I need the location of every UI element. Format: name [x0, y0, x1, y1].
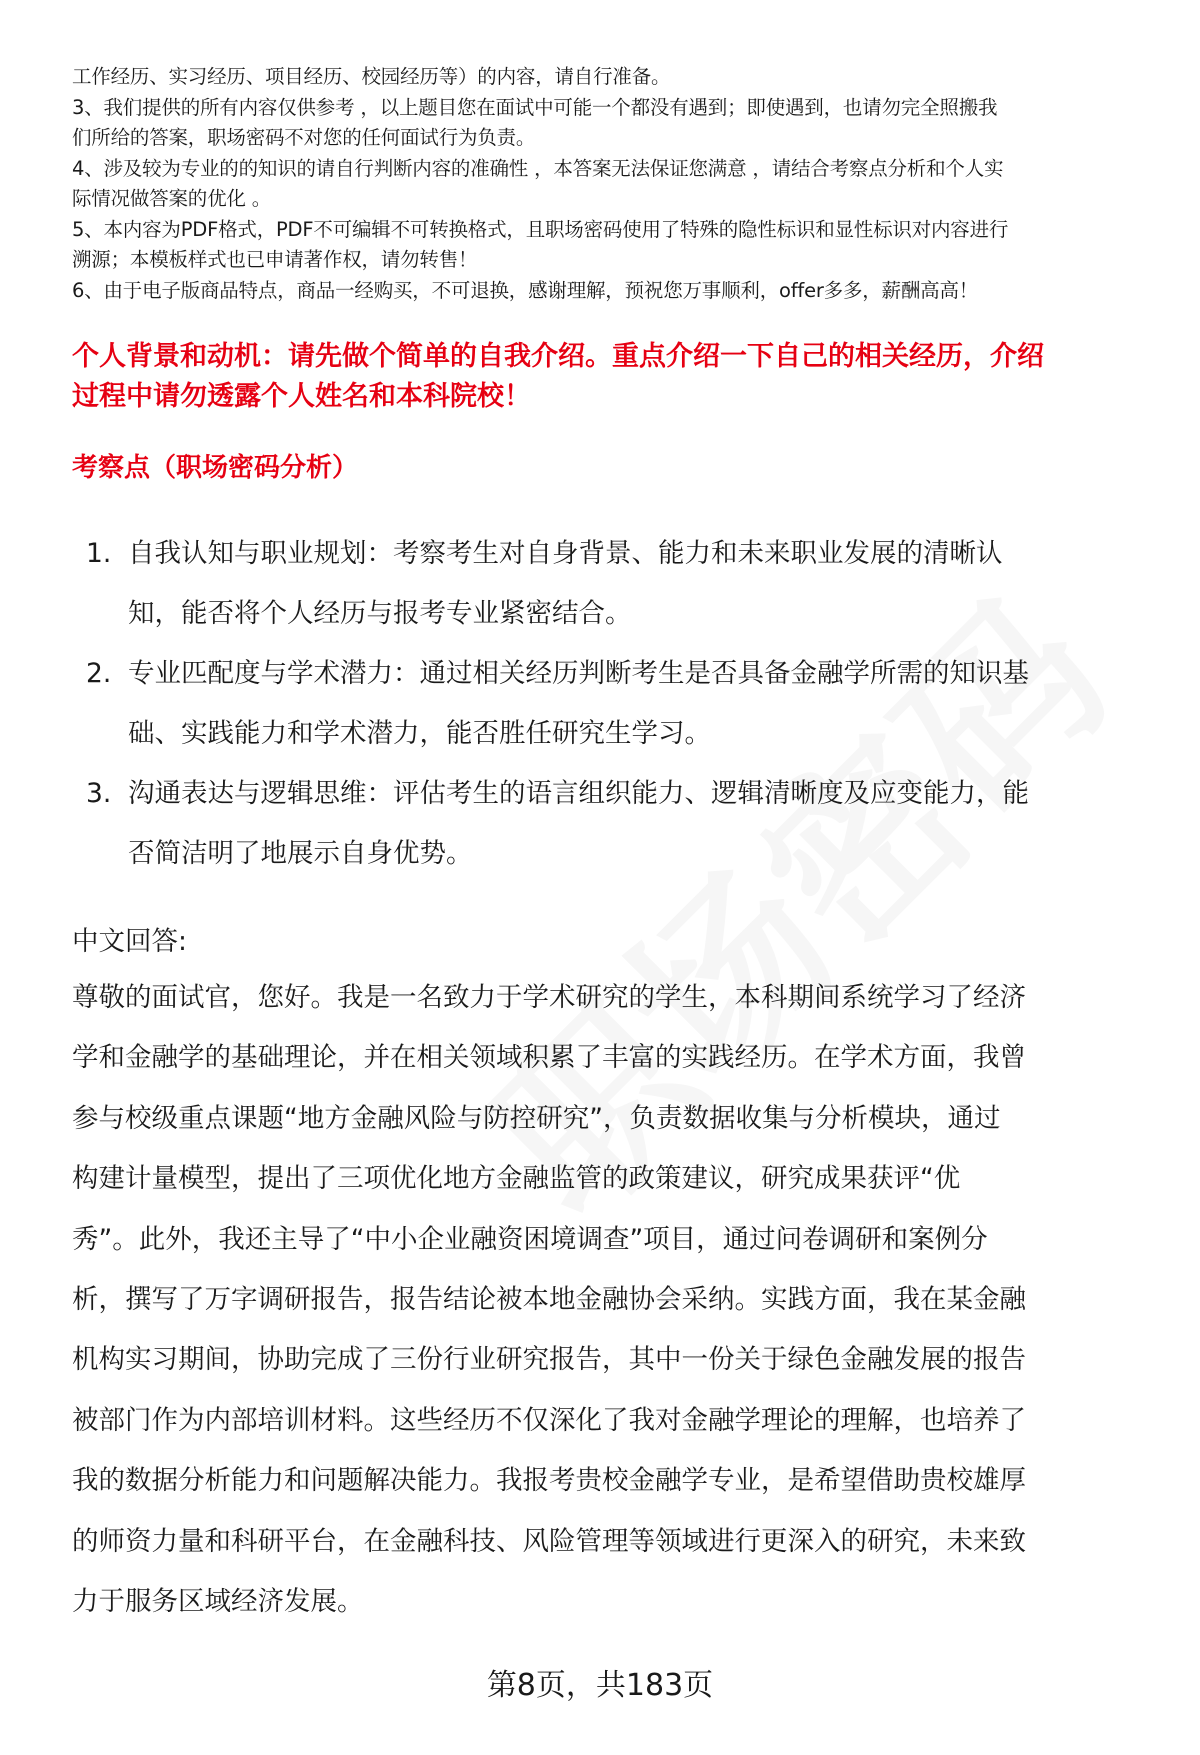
note-line: 3、我们提供的所有内容仅供参考 ，以上题目您在面试中可能一个都没有遇到；即使遇到，也请勿完全照搬我	[72, 95, 998, 119]
list-item	[72, 764, 1162, 884]
notes-block	[72, 62, 1162, 306]
note-line: 4、涉及较为专业的的知识的请自行判断内容的准确性 ，本答案无法保证您满意 ，请结合考察点分析和个人实	[72, 156, 1004, 180]
note-line: 们所给的答案，职场密码不对您的任何面试行为负责。	[72, 126, 536, 149]
answer-line: 被部门作为内部培训材料。这些经历不仅深化了我对金融学理论的理解，也培养了	[72, 1404, 1026, 1436]
note-line: 6、由于电子版商品特点，商品一经购买，不可退换，感谢理解，预祝您万事顺利，offer多多，薪酬高高！	[72, 278, 979, 302]
note-line: 工作经历、实习经历、项目经历、校园经历等）的内容，请自行准备。	[72, 65, 671, 88]
answer-line: 机构实习期间，协助完成了三份行业研究报告，其中一份关于绿色金融发展的报告	[72, 1344, 1026, 1376]
answer-line: 构建计量模型，提出了三项优化地方金融监管的政策建议，研究成果获评“优	[72, 1163, 961, 1195]
answer-line: 力于服务区域经济发展。	[72, 1586, 364, 1618]
list-number: 3.	[86, 778, 112, 809]
list-item-line: 知，能否将个人经历与报考专业紧密结合。	[128, 598, 632, 629]
page-number-footer: 第8页，共183页	[486, 1668, 714, 1703]
list-item-line: 否简洁明了地展示自身优势。	[128, 838, 473, 869]
answer-line: 析，撰写了万字调研报告，报告结论被本地金融协会采纳。实践方面，我在某金融	[72, 1284, 1026, 1316]
assessment-points-list	[72, 524, 1162, 884]
list-item	[72, 644, 1162, 764]
answer-line: 秀”。此外，我还主导了“中小企业融资困境调查”项目，通过问卷调研和案例分	[72, 1223, 988, 1255]
list-item-line: 沟通表达与逻辑思维：评估考生的语言组织能力、逻辑清晰度及应变能力，能	[128, 778, 1029, 809]
answer-line: 学和金融学的基础理论，并在相关领域积累了丰富的实践经历。在学术方面，我曾	[72, 1042, 1026, 1074]
question-line: 过程中请勿透露个人姓名和本科院校！	[72, 381, 531, 412]
answer-paragraph	[72, 968, 1162, 1632]
list-number: 1.	[86, 538, 112, 569]
answer-line: 我的数据分析能力和问题解决能力。我报考贵校金融学专业，是希望借助贵校雄厚	[72, 1465, 1026, 1497]
question-line: 个人背景和动机：请先做个简单的自我介绍。重点介绍一下自己的相关经历，介绍	[72, 341, 1044, 372]
list-item-line: 自我认知与职业规划：考察考生对自身背景、能力和未来职业发展的清晰认	[128, 538, 1003, 569]
answer-label: 中文回答:	[72, 926, 187, 957]
list-item-line: 专业匹配度与学术潜力：通过相关经历判断考生是否具备金融学所需的知识基	[128, 658, 1029, 689]
note-line: 际情况做答案的优化 。	[72, 187, 271, 210]
question-heading	[72, 337, 1152, 417]
list-item-line: 础、实践能力和学术潜力，能否胜任研究生学习。	[128, 718, 711, 749]
note-line: 溯源；本模板样式也已申请著作权，请勿转售！	[72, 248, 478, 271]
list-item	[72, 524, 1162, 644]
answer-line: 的师资力量和科研平台，在金融科技、风险管理等领域进行更深入的研究，未来致	[72, 1525, 1026, 1557]
list-number: 2.	[86, 658, 112, 689]
answer-line: 尊敬的面试官，您好。我是一名致力于学术研究的学生，本科期间系统学习了经济	[72, 982, 1026, 1013]
note-line: 5、本内容为PDF格式，PDF不可编辑不可转换格式，且职场密码使用了特殊的隐性标识和显性标识对内容进行	[72, 217, 1009, 241]
answer-line: 参与校级重点课题“地方金融风险与防控研究”，负责数据收集与分析模块，通过	[72, 1102, 1001, 1134]
section-title: 考察点（职场密码分析）	[72, 453, 359, 483]
